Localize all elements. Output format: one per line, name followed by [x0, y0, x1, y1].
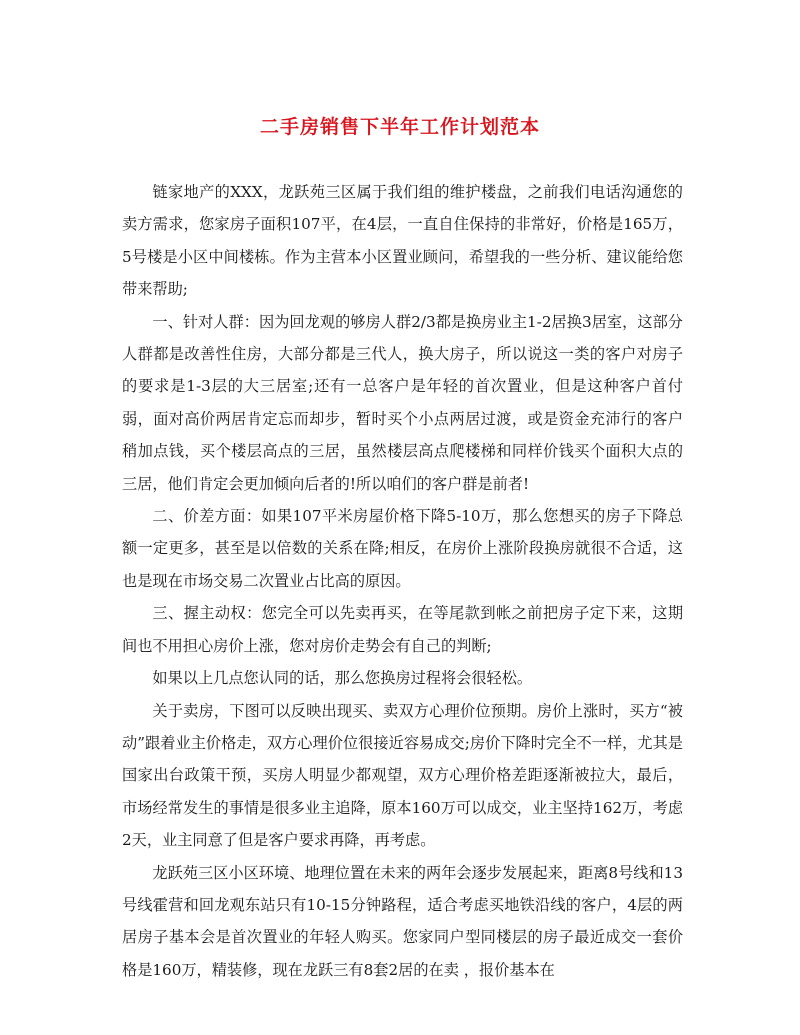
target-group-paragraph: 一、针对人群：因为回龙观的够房人群2/3都是换房业主1-2居换3居室，这部分人群都是改善性住房，大部分都是三代人，换大房子，所以说这一类的客户对房子的要求是1-3层的大三居室;还有一总客户是年轻的首次置业，但是这种客户首付弱，面对高价两居肯定忘而却步，暂时买个小点两居过渡，或是资金充沛行的客户稍加点钱，买个楼层高点的三居，虽然楼层高点爬楼梯和同样价钱买个面积大点的三居，他们肯定会更加倾向后者的!所以咱们的客户群是前者! [122, 312, 683, 493]
location-paragraph: 龙跃苑三区小区环境、地理位置在未来的两年会逐步发展起来，距离8号线和13号线霍营和回龙观东站只有10-15分钟路程，适合考虑买地铁沿线的客户，4层的两居房子基本会是首次置业的年轻人购买。您家同户型同楼层的房子最近成交一套价格是160万，精装修，现在龙跃三有8套2居的在卖 ，报价基本在 [122, 863, 683, 979]
agreement-paragraph: 如果以上几点您认同的话，那么您换房过程将会很轻松。 [152, 669, 533, 688]
document-body [122, 176, 683, 986]
document-title: 二手房销售下半年工作计划范本 [259, 116, 540, 138]
price-difference-paragraph: 二、价差方面：如果107平米房屋价格下降5-10万，那么您想买的房子下降总额一定更多，甚至是以倍数的关系在降;相反，在房价上涨阶段换房就很不合适，这也是现在市场交易二次置业占比高的原因。 [122, 507, 683, 590]
selling-psychology-paragraph: 关于卖房，下图可以反映出现买、卖双方心理价位预期。房价上涨时，买方“被动”跟着业主价格走，双方心理价位很接近容易成交;房价下降时完全不一样，尤其是国家出台政策干预，买房人明显少都观望，双方心理价格差距逐渐被拉大，最后，市场经常发生的事情是很多业主追降，原本160万可以成交，业主坚持162万，考虑2天，业主同意了但是客户要求再降，再考虑。 [122, 701, 683, 850]
initiative-paragraph: 三、握主动权：您完全可以先卖再买，在等尾款到帐之前把房子定下来，这期间也不用担心房价上涨，您对房价走势会有自己的判断; [122, 604, 683, 655]
intro-paragraph: 链家地产的XXX，龙跃苑三区属于我们组的维护楼盘，之前我们电话沟通您的卖方需求，您家房子面积107平，在4层，一直自住保持的非常好，价格是165万，5号楼是小区中间楼栋。作为主营本小区置业顾问，希望我的一些分析、建议能给您带来帮助; [122, 183, 683, 299]
